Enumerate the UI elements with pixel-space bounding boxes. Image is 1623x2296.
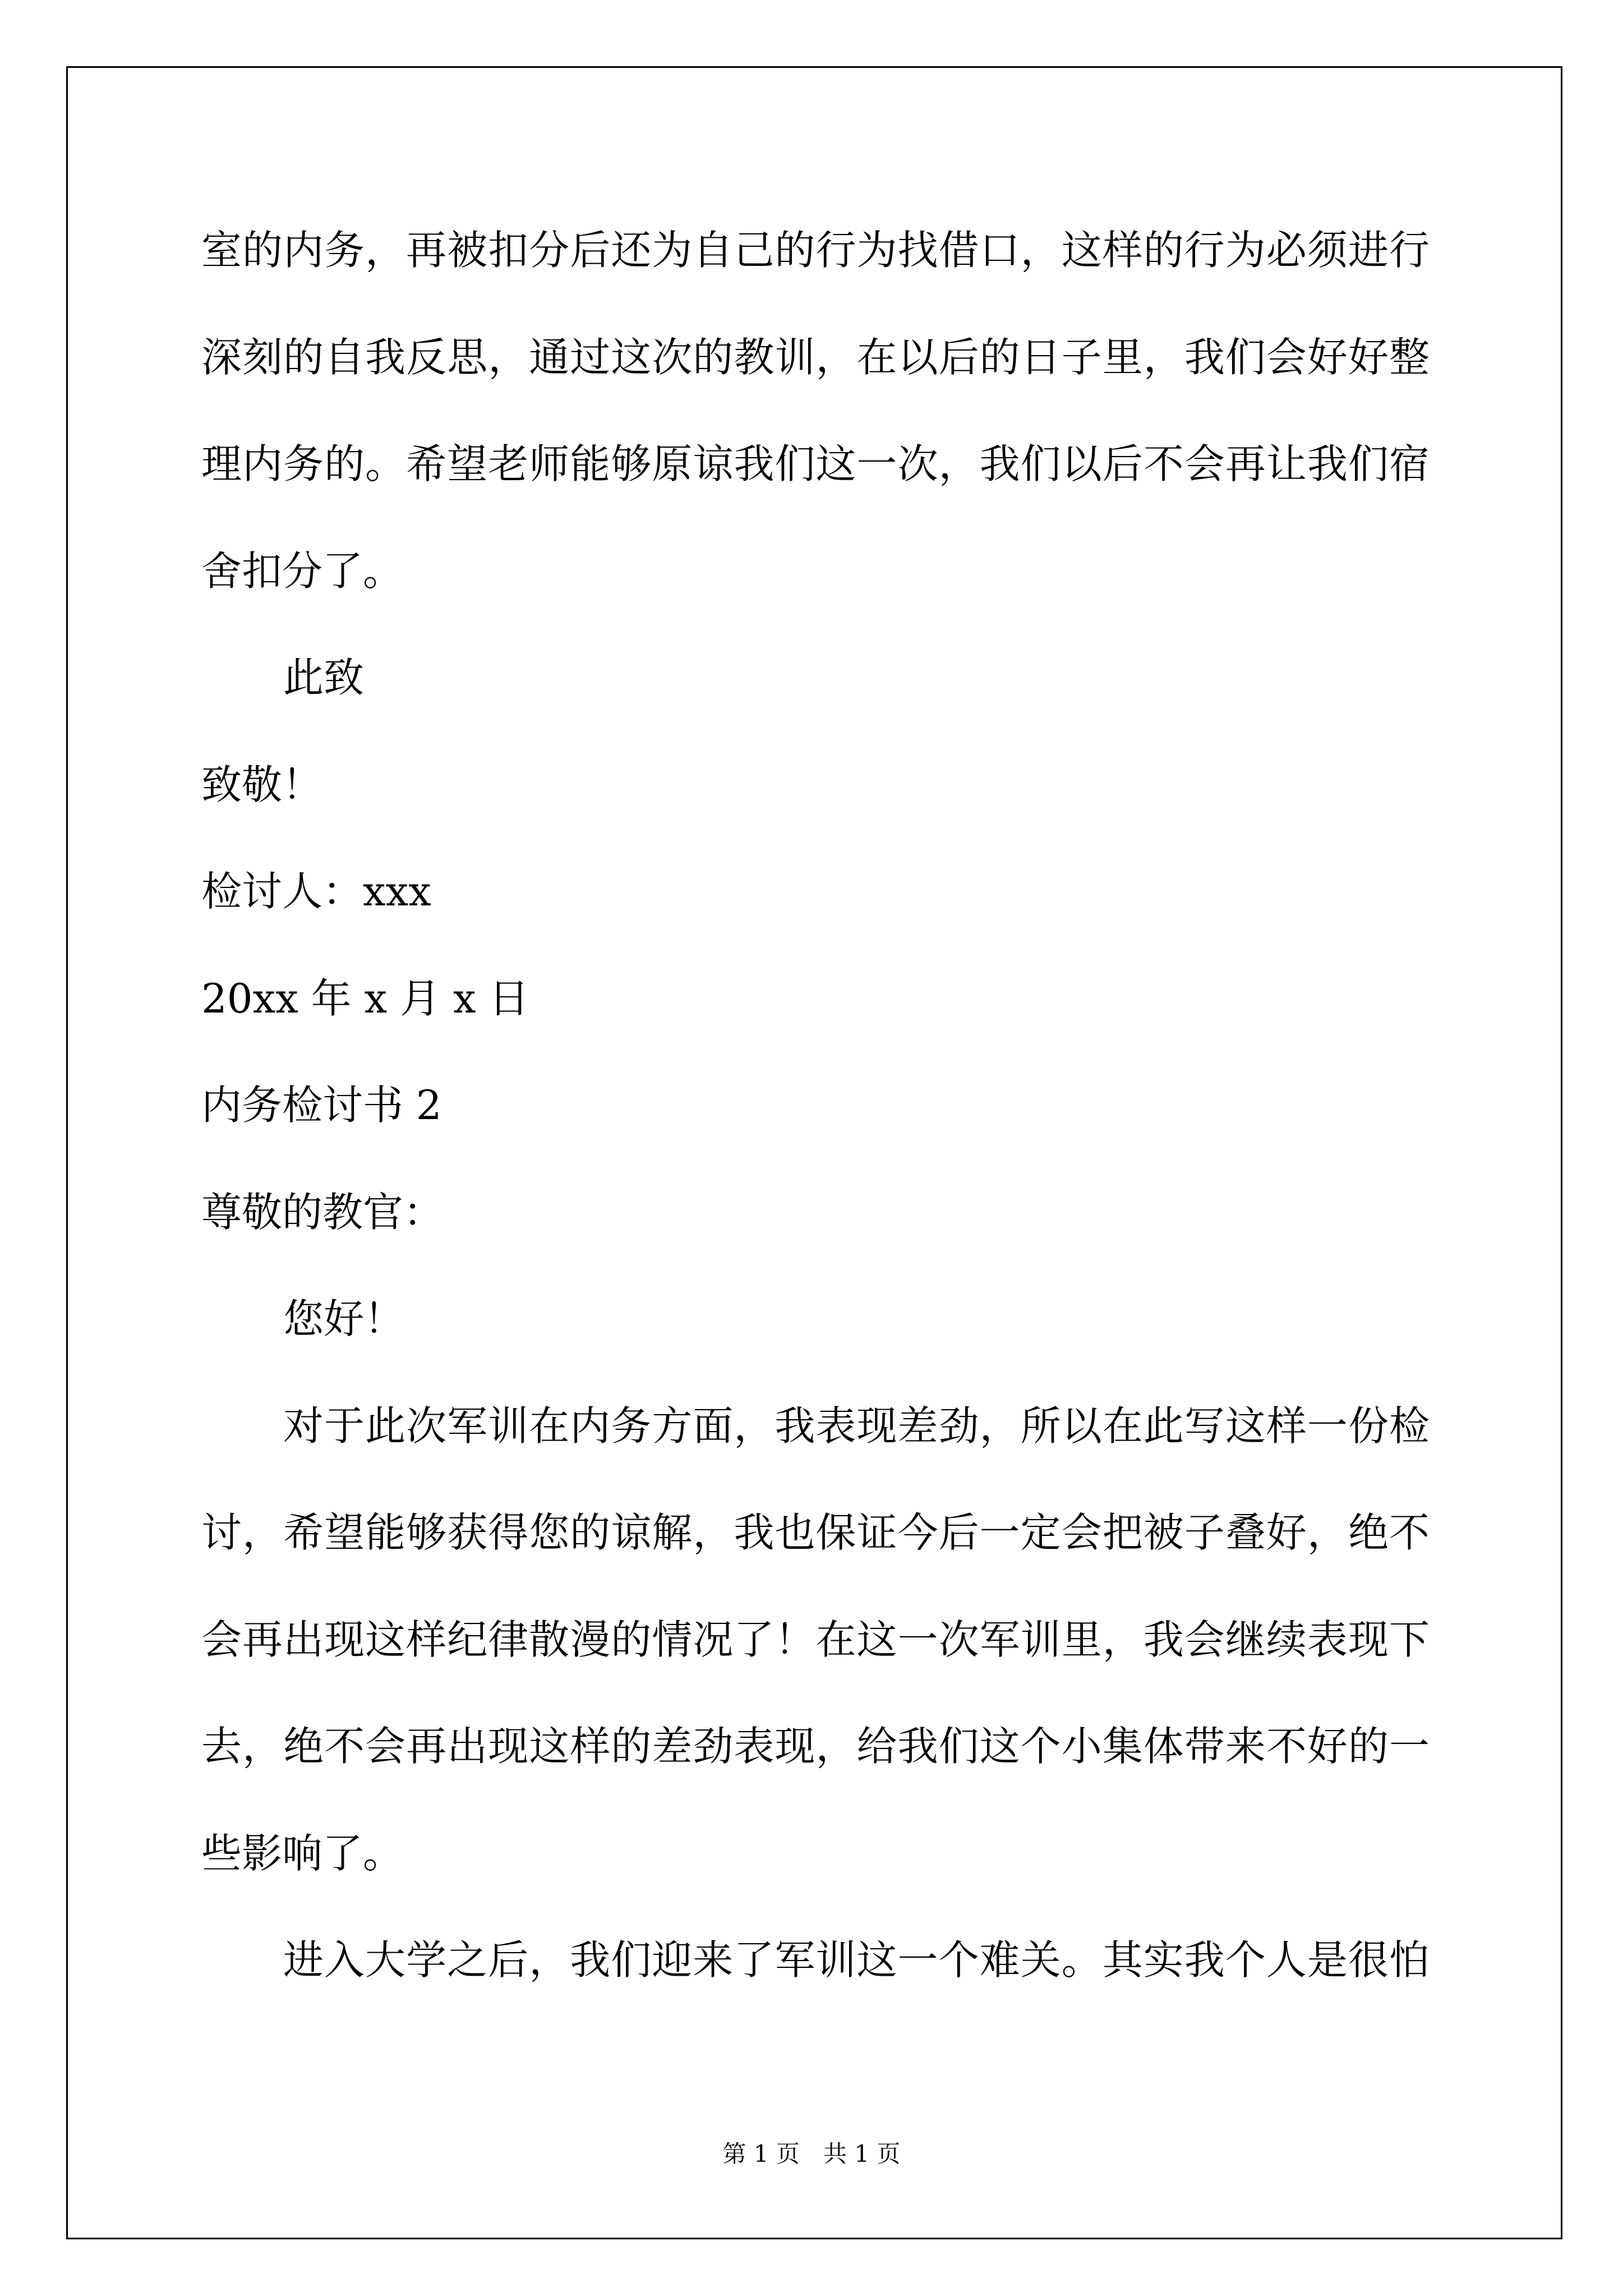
- paragraph-line: 深刻的自我反思，通过这次的教训，在以后的日子里，我们会好好整: [201, 333, 1430, 381]
- paragraph-line: 舍扣分了。: [201, 547, 404, 595]
- signature-line: 检讨人：xxx: [201, 868, 431, 915]
- recipient-line: 尊敬的教官：: [201, 1188, 444, 1236]
- paragraph-line: 会再出现这样纪律散漫的情况了！在这一次军训里，我会继续表现下: [201, 1616, 1430, 1663]
- document-body: [201, 197, 1430, 2014]
- paragraph-line: 讨，希望能够获得您的谅解，我也保证今后一定会把被子叠好，绝不: [201, 1509, 1430, 1556]
- date-line: 20xx 年 x 月 x 日: [201, 974, 529, 1022]
- page-number-footer: 第 1 页 共 1 页: [722, 2140, 901, 2168]
- paragraph-line: 对于此次军训在内务方面，我表现差劲，所以在此写这样一份检: [283, 1402, 1430, 1450]
- greeting-line: 您好！: [283, 1295, 405, 1342]
- closing-line: 此致: [283, 654, 365, 701]
- section-title: 内务检讨书 2: [201, 1082, 442, 1129]
- paragraph-line: 理内务的。希望老师能够原谅我们这一次，我们以后不会再让我们宿: [201, 440, 1430, 487]
- paragraph-line: 室的内务，再被扣分后还为自己的行为找借口，这样的行为必须进行: [201, 227, 1430, 274]
- paragraph-line: 去，绝不会再出现这样的差劲表现，给我们这个小集体带来不好的一: [201, 1723, 1430, 1770]
- salutation-line: 致敬！: [201, 761, 323, 808]
- paragraph-line: 些影响了。: [201, 1829, 404, 1877]
- paragraph-line: 进入大学之后，我们迎来了军训这一个难关。其实我个人是很怕: [283, 1936, 1430, 1984]
